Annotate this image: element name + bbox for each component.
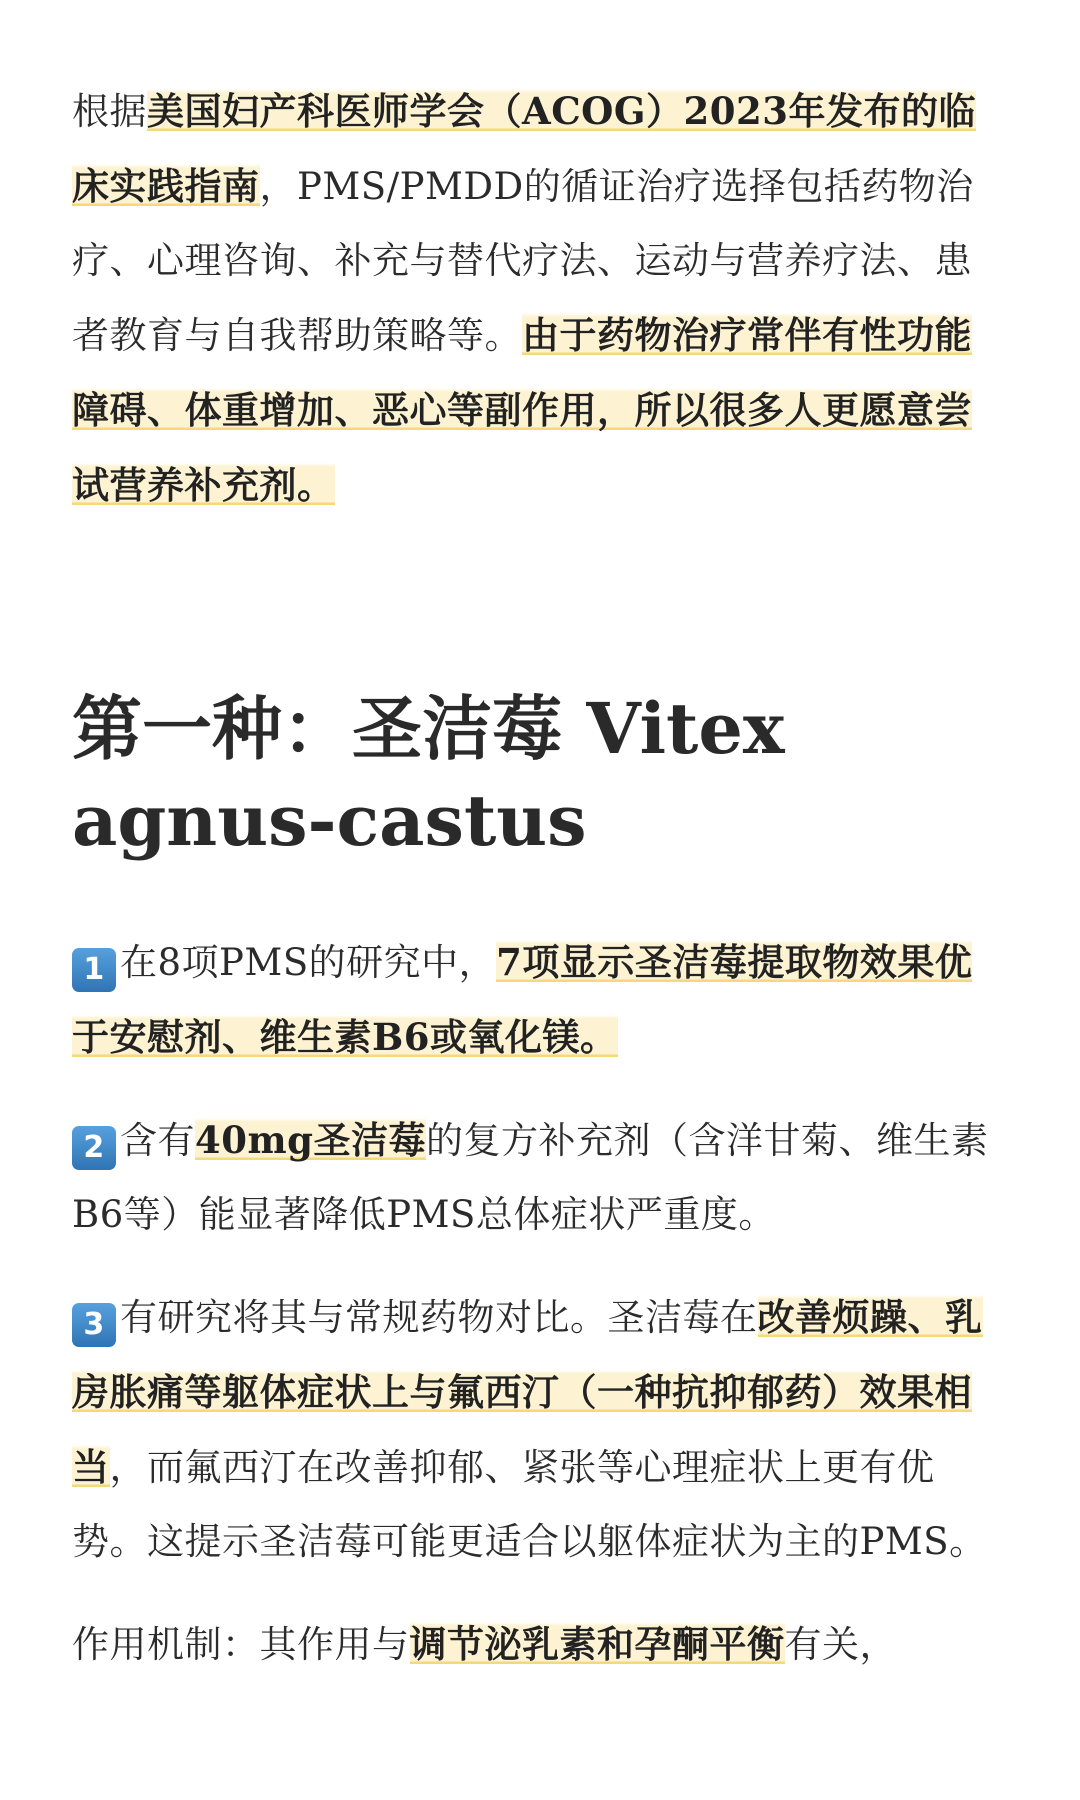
intro-highlight-1: 美国妇产科医师学会（ACOG）2023年发布的临床实践指南: [72, 89, 976, 208]
item-highlight: 改善烦躁、乳房胀痛等躯体症状上与氟西汀（一种抗抑郁药）效果相当: [72, 1295, 983, 1489]
intro-text-2: ，PMS/PMDD的循证治疗选择包括药物治疗、心理咨询、补充与替代疗法、运动与营养疗法、患者教育与自我帮助策略等。: [72, 165, 974, 357]
section-title: 第一种：圣洁莓 Vitex agnus-castus: [72, 687, 785, 862]
mechanism-text-1: 作用机制：其作用与: [72, 1623, 410, 1666]
keycap-two-icon: 2: [72, 1126, 116, 1170]
item-text-1: 在8项PMS的研究中，: [120, 941, 497, 984]
keycap-one-icon: 1: [72, 948, 116, 992]
intro-paragraph: [72, 74, 1008, 523]
mechanism-highlight: 调节泌乳素和孕酮平衡: [409, 1622, 785, 1666]
list-item: [72, 1103, 1008, 1252]
keycap-three-icon: 3: [72, 1303, 116, 1347]
item-highlight: 7项显示圣洁莓提取物效果优于安慰剂、维生素B6或氧化镁。: [72, 940, 973, 1059]
mechanism-paragraph: [72, 1607, 1008, 1682]
mechanism-text-2: 有关，: [784, 1623, 897, 1666]
item-highlight: 40mg圣洁莓: [195, 1118, 427, 1162]
item-text-1: 有研究将其与常规药物对比。圣洁莓在: [120, 1296, 758, 1339]
item-text-1: 含有: [120, 1119, 195, 1162]
list-item: [72, 1280, 1008, 1579]
intro-text-1: 根据: [72, 90, 147, 133]
list-item: [72, 925, 1008, 1075]
item-text-2: ，而氟西汀在改善抑郁、紧张等心理症状上更有优势。这提示圣洁莓可能更适合以躯体症状为主的PMS。: [72, 1446, 987, 1563]
intro-highlight-2: 由于药物治疗常伴有性功能障碍、体重增加、恶心等副作用，所以很多人更愿意尝试营养补充剂。: [72, 313, 972, 507]
item-text-2: 的复方补充剂（含洋甘菊、维生素B6等）能显著降低PMS总体症状严重度。: [72, 1119, 989, 1236]
